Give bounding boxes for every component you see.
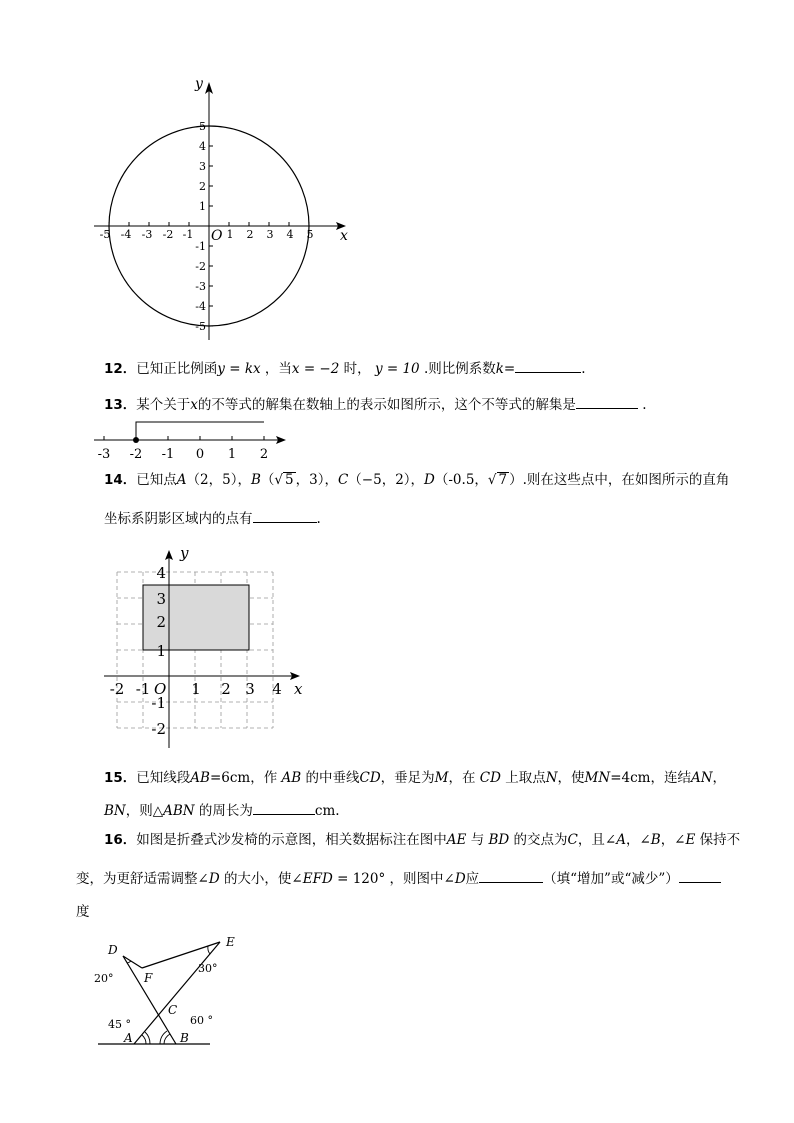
q15-ab: AB xyxy=(190,770,210,786)
q16-d: D xyxy=(454,871,466,887)
q15-text: 上取点 xyxy=(505,770,546,786)
q15-text: 的周长为 xyxy=(198,803,253,819)
q16-text: 变，为更舒适需调整∠ xyxy=(76,871,209,887)
label-e: E xyxy=(226,935,235,949)
y-tick-label: 2 xyxy=(156,613,166,631)
q15-bn: BN xyxy=(104,803,126,819)
y-tick-label: -1 xyxy=(195,240,206,253)
q16-text: 与 xyxy=(470,832,485,848)
point-b: B xyxy=(250,472,261,488)
q16-text: 的交点为 xyxy=(513,832,568,848)
y-tick-label: -2 xyxy=(151,720,166,738)
q12-text4: .则比例系数 xyxy=(423,361,496,377)
q16-c: C xyxy=(567,832,578,848)
question-16-line3 xyxy=(76,902,90,922)
shaded-region-figure xyxy=(100,542,310,754)
question-number: 12． xyxy=(104,361,137,377)
y-tick-label: 1 xyxy=(156,642,166,660)
q12-expr2: x = −2 xyxy=(291,361,340,377)
x-tick-label: 3 xyxy=(266,228,274,241)
y-tick-label: -1 xyxy=(151,694,166,712)
number-line-label: 0 xyxy=(195,447,205,462)
q15-text: 已知线段 xyxy=(136,770,191,786)
answer-blank[interactable] xyxy=(253,800,315,815)
question-number: 16． xyxy=(104,832,137,848)
y-tick-label: 1 xyxy=(199,200,206,213)
q16-e: E xyxy=(685,832,696,848)
question-15-line2 xyxy=(104,800,340,821)
q12-text5: = xyxy=(503,361,516,377)
q16-text: （填“增加”或“减少”） xyxy=(543,871,679,887)
q16-text: 的大小，使∠ xyxy=(223,871,303,887)
folding-chair-figure xyxy=(90,932,235,1052)
question-14: 14．已知点A（2，5），B（√ 5 ，3），C（−5，2），D（-0.5，√ 7 ）.则在这些点中，在如图所示的直角 xyxy=(104,472,730,488)
answer-blank[interactable] xyxy=(479,868,543,883)
angle-20-label: 20° xyxy=(94,972,114,985)
point-d: D xyxy=(424,472,435,488)
q16-text: 应 xyxy=(465,871,480,887)
q14-text2: .则在这些点中，在如图所示的直角 xyxy=(522,472,730,488)
q12-text: 已知正比例函 xyxy=(136,361,218,377)
q15-n: N xyxy=(545,770,558,786)
q12-text2: ，当 xyxy=(264,361,292,377)
q16-text: ，则图中∠ xyxy=(389,871,455,887)
point-b-close: ，3）， xyxy=(295,472,338,488)
q16-text: 如图是折叠式沙发椅的示意图，相关数据标注在图中 xyxy=(136,832,447,848)
q14-text3: 坐标系阴影区域内的点有 xyxy=(104,511,253,527)
q16-text: 保持不 xyxy=(699,832,741,848)
question-13 xyxy=(104,394,647,415)
label-c: C xyxy=(168,1003,178,1017)
number-line-label: -3 xyxy=(97,447,111,462)
x-tick-label: 1 xyxy=(191,680,201,698)
number-line-label: 2 xyxy=(259,447,269,462)
x-tick-label: 4 xyxy=(286,228,294,241)
q16-text: ，且∠ xyxy=(577,832,617,848)
y-tick-label: 3 xyxy=(156,590,166,608)
y-axis-label: y xyxy=(195,76,203,92)
question-12 xyxy=(104,358,586,379)
q15-an: AN xyxy=(690,770,713,786)
angle-60-label: 60 ° xyxy=(190,1014,213,1027)
point-b-open: （ xyxy=(260,472,275,488)
x-tick-label: 1 xyxy=(226,228,234,241)
point-a: A xyxy=(176,472,187,488)
angle-30-label: 30° xyxy=(198,962,218,975)
point-a-coord: （2，5）， xyxy=(186,472,251,488)
x-tick-label: 2 xyxy=(246,228,254,241)
q15-text: =6cm，作 xyxy=(209,770,278,786)
q15-text: =4cm，连结 xyxy=(610,770,691,786)
point-c-coord: （−5，2）， xyxy=(348,472,425,488)
angle-45-label: 45 ° xyxy=(108,1018,131,1031)
x-axis-label: x xyxy=(294,680,303,698)
y-tick-label: 2 xyxy=(199,180,206,193)
q15-text: 的中垂线 xyxy=(305,770,360,786)
q12-end: . xyxy=(581,361,586,377)
q15-mn: MN xyxy=(584,770,611,786)
y-tick-label: 4 xyxy=(156,564,166,582)
q13-text2: 的不等式的解集在数轴上的表示如图所示，这个不等式的解集是 xyxy=(197,397,576,413)
number-line-figure xyxy=(92,418,292,462)
q13-text: 某个关于 xyxy=(136,397,191,413)
number-line-label: -2 xyxy=(129,447,143,462)
x-tick-label: 4 xyxy=(272,680,282,698)
q14-end: . xyxy=(316,511,321,527)
y-axis-label: y xyxy=(180,544,189,562)
y-tick-label: -4 xyxy=(195,300,206,313)
question-16-line2 xyxy=(76,868,721,889)
question-number: 15． xyxy=(104,770,137,786)
question-number: 14． xyxy=(104,472,137,488)
q12-expr1: y = kx xyxy=(217,361,261,377)
answer-blank[interactable] xyxy=(576,394,638,409)
label-d: D xyxy=(108,943,118,957)
question-15 xyxy=(104,768,726,788)
x-tick-label: 2 xyxy=(221,680,231,698)
q15-abn: ABN xyxy=(163,803,195,819)
answer-blank[interactable] xyxy=(679,868,721,883)
q13-end: . xyxy=(642,397,647,413)
question-number: 13． xyxy=(104,397,137,413)
number-line-label: -1 xyxy=(161,447,175,462)
x-tick-label: 5 xyxy=(306,228,314,241)
solid-dot xyxy=(133,437,139,443)
q16-d: D xyxy=(208,871,220,887)
x-tick-label: -2 xyxy=(162,228,174,241)
q15-ab: AB xyxy=(281,770,302,786)
q16-a: A xyxy=(616,832,626,848)
q15-m: M xyxy=(434,770,449,786)
sqrt-5: 5 xyxy=(285,472,294,488)
q12-k: k xyxy=(495,361,504,377)
x-tick-label: -4 xyxy=(120,228,132,241)
label-b: B xyxy=(180,1031,189,1045)
x-axis-label: x xyxy=(340,228,348,244)
x-tick-label: -3 xyxy=(141,228,153,241)
sqrt-7: 7 xyxy=(498,472,508,488)
q15-cd: CD xyxy=(479,770,501,786)
q15-text: ， xyxy=(712,770,727,786)
circle-coordinate-figure xyxy=(88,72,360,344)
q13-x: x xyxy=(190,397,198,413)
origin-label: O xyxy=(154,680,167,698)
y-tick-label: -2 xyxy=(195,260,206,273)
x-tick-label: 3 xyxy=(245,680,255,698)
q16-bd: BD xyxy=(488,832,510,848)
q16-ae: AE xyxy=(446,832,467,848)
q16-text: ，∠ xyxy=(660,832,686,848)
q12-text3: 时， xyxy=(343,361,371,377)
x-tick-label: -1 xyxy=(182,228,194,241)
q16-b: B xyxy=(650,832,661,848)
q16-angle-value: = 120° xyxy=(337,871,386,887)
number-line-label: 1 xyxy=(227,447,237,462)
y-tick-label: 5 xyxy=(199,120,206,133)
label-a: A xyxy=(124,1031,133,1045)
question-14-line2 xyxy=(104,508,321,529)
question-16 xyxy=(104,830,740,850)
y-tick-label: 4 xyxy=(199,140,206,153)
q16-text: ，∠ xyxy=(625,832,651,848)
answer-blank[interactable] xyxy=(515,358,581,373)
label-f: F xyxy=(144,971,153,985)
q15-text: ，在 xyxy=(448,770,476,786)
x-tick-label: -1 xyxy=(135,680,151,698)
q15-cd: CD xyxy=(359,770,381,786)
point-d-open: （-0.5， xyxy=(434,472,488,488)
point-c: C xyxy=(337,472,349,488)
q15-text: ，垂足为 xyxy=(380,770,435,786)
y-tick-label: -3 xyxy=(195,280,206,293)
q16-text: 度 xyxy=(76,904,90,920)
point-d-close: ） xyxy=(509,472,523,488)
answer-blank[interactable] xyxy=(253,508,317,523)
x-tick-label: -5 xyxy=(99,228,111,241)
q14-text: 已知点 xyxy=(136,472,177,488)
y-tick-label: 3 xyxy=(199,160,206,173)
q12-expr3: y = 10 xyxy=(374,361,420,377)
q15-unit: cm. xyxy=(314,803,340,819)
y-tick-label: -5 xyxy=(195,320,206,333)
q15-text: ，则△ xyxy=(125,803,164,819)
x-tick-label: -2 xyxy=(109,680,125,698)
q16-efd: EFD xyxy=(302,871,333,887)
q15-text: ，使 xyxy=(557,770,585,786)
origin-label: O xyxy=(211,228,223,244)
